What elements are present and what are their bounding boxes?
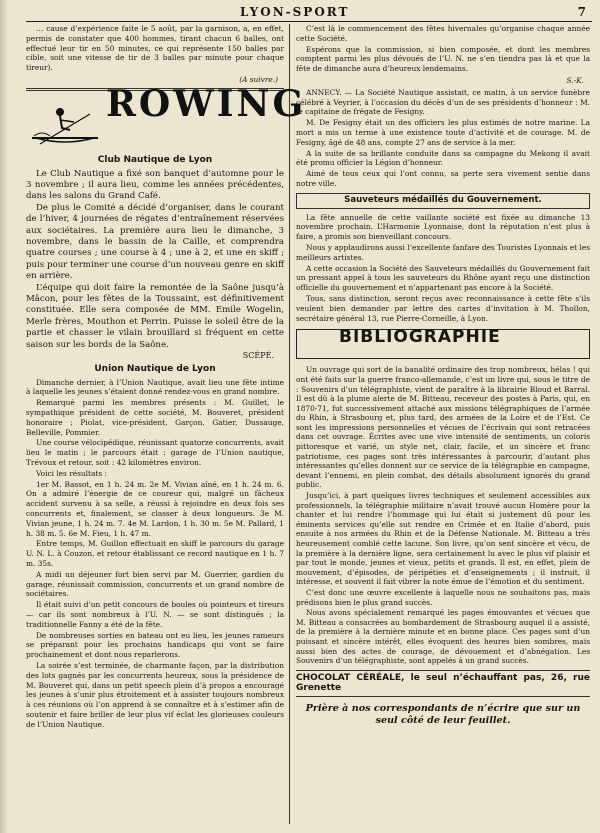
newspaper-title: LYON-SPORT xyxy=(240,5,350,19)
annecy-intro-2: Espérons que la commission, si bien composée, et dont les membres comptent parmi les plus dévoués de l’U. N. ne s’en tiendra pas là et que la fête de dimanche aura d’heureux lendemains. xyxy=(296,44,590,74)
biblio-paragraph: C’est donc une œuvre excellente à laquelle nous ne souhaitons pas, mais prédisons bien le plus grand succès. xyxy=(296,587,590,607)
rowing-banner xyxy=(26,82,307,152)
bibliographie-banner xyxy=(296,329,590,359)
rower-illustration xyxy=(30,100,100,146)
chocolat-advertisement: CHOCOLAT CÉRÉALE, le seul n’échauffant pas, 26, rue Grenette xyxy=(296,670,590,694)
union-nautique-heading: Union Nautique de Lyon xyxy=(94,363,216,374)
union-paragraph: De nombreuses sorties en bateau ont eu lieu, les jeunes rameurs se préparant pour les prochains handicaps qui vont se faire prochainement et dont nous reparlerons. xyxy=(26,630,284,660)
club-paragraph: L’équipe qui doit faire la remontée de la Saône jusqu’à Mâcon, pour les fêtes de la Toussaint, est définitivement constituée. Elle sera composée de MM. Emile Wogelin, Merle frères, Mouthon et Perrin. Puisse le soleil être de la partie et chasser le vilain brouillard si fréquent en cette saison sur les bords de la Saône. xyxy=(26,282,284,350)
union-paragraph: 1er M. Bassot, en 1 h. 24 m. 2e M. Vivian aîné, en 1 h. 24 m. 6. On a admiré l’énergie de ce coureur qui, malgré un fâcheux accident survenu à sa selle, a réussi à rejoindre en deux fois ses concurrents et, finalement, se classer à deux longueurs. 3e M. Vivian jeune, 1 h. 24 m. 7. 4e M. Lardon, 1 h. 30 m. 5e M. Pallard, 1 h. 38 m. 5. 6e M. Fieu, 1 h. 47 m. xyxy=(26,479,284,538)
header-rule xyxy=(26,21,592,22)
sauveteurs-paragraph: Tous, sans distinction, seront reçus avec reconnaissance à cette fête s’ils veulent bien demander par lettre des cartes d’invitation à M. Thollon, secrétaire général 13, rue Pierre-Corneille, à Lyon. xyxy=(296,293,590,323)
union-paragraph: Entre temps, M. Guillon effectuait en skiff le parcours du garage U. N. L. à Couzon, et retour établissant ce record nautique en 1 h. 7 m. 35s. xyxy=(26,539,284,569)
biblio-paragraph: Nous avons spécialement remarqué les pages émouvantes et vécues que M. Bitteau a consacrées au bombardement de Strasbourg auquel il a assisté, de la première à la dernière minute et en bonne place. Ces pages sont d’un puissant et sincère intérêt, elles évoquent des heures bien sombres, mais aussi bien des actes de courage, de dévouement et d’abnégation. Les Souvenirs d’un télégraphiste, sont appelés à un grand succès. xyxy=(296,608,590,666)
page-number: 7 xyxy=(577,5,586,19)
union-paragraph: Dimanche dernier, à l’Union Nautique, avait lieu une fête intime à laquelle les jeunes s’étaient donné rendez-vous en grand nombre. xyxy=(26,377,284,397)
sauveteurs-paragraph: La fête annuelle de cette vaillante société est fixée au dimanche 13 novembre prochain. L’Harmonie Lyonnaise, dont la réputation n’est plus à faire, a promis son bienveillant concours. xyxy=(296,212,590,242)
sauveteurs-paragraph: A cette occasion la Société des Sauveteurs médaillés du Gouvernement fait un pressant appel à tous les sauveteurs du Rhône ayant reçu une distinction officielle du gouvernement et n’appartenant pas encore à la Société. xyxy=(296,263,590,293)
intro-signature: (A suivre.) xyxy=(239,74,278,84)
club-nautique-body xyxy=(26,169,284,352)
ad-rule xyxy=(296,696,590,697)
biblio-paragraph: Jusqu’ici, à part quelques livres techniques et seulement accessibles aux professionnels, la télégraphie militaire n’avait trouvé aucun Homère pour la chanter et lui rendre l’hommage qui lui était si justement dû pour les éminents services qu’elle sut rendre en Crimée et en Italie d’abord, puis ensuite à nos armées du Rhin et de la Défense Nationale. M. Bitteau a très heureusement comblé cette lacune. Son livre, qu’on sent sincère et vécu, de la première à la dernière ligne, sera certainement lu avec le plus vif plaisir et par tout le monde, jeunes et vieux, petits et grands. Il est, en effet, plein de mouvement, d’épisodes, de péripéties et d’enseignements ; il instruit, il intéresse, et souvent il fait vibrer la note émue de l’émotion et du sentiment. xyxy=(296,491,590,587)
running-head xyxy=(0,5,600,21)
bibliographie-body xyxy=(296,365,590,665)
page-edge-shadow xyxy=(0,0,8,833)
column-divider xyxy=(289,24,290,824)
biblio-paragraph: Un ouvrage qui sort de la banalité ordinaire des trop nombreux, hélas ! qui ont été faits sur la guerre franco-allemande, c’est un livre qui, sous le titre de : Souvenirs d’un télégraphiste, vient de paraître à la librairie Bloud et Barral. Il est dû à la plume alerte de M. Bitteau, receveur des postes à Paris, qui, en 1870-71, fut successivement attaché aux missions télégraphiques de l’armée du Rhin, à Strasbourg et, plus tard, des armées de la Loire et de l’Est. Ce sont les impressions personnelles et vécues de l’écrivain qui sont retracées dans cet ouvrage. Écrites avec une vive intensité de sentiments, un coloris pittoresque et varié, un style net, clair, facile, et un sincère et franc patriotisme, ces pages sont très intéressantes à parcourir, d’autant plus intéressantes qu’elles donnent sur ce service de la télégraphie en campagne, devant l’ennemi, en plein combat, des détails absolument ignorés du grand public. xyxy=(296,365,590,490)
club-signature: SCÉPÉ. xyxy=(242,351,274,361)
annecy-paragraph: M. De Fesigny était un des officiers les plus estimés de notre marine. La mort a mis un terme à une existence toute d’activité et de courage. M. de Fesigny, âgé de 48 ans, compte 27 ans de service à la mer. xyxy=(296,118,590,147)
annecy-paragraph: Aimé de tous ceux qui l’ont connu, sa perte sera vivement sentie dans notre ville. xyxy=(296,169,590,188)
club-nautique-heading: Club Nautique de Lyon xyxy=(97,154,213,165)
right-column xyxy=(296,24,590,727)
intro-paragraph: … cause d’expérience faite le 5 août, par la garnison, a, en effet, permis de constater que 400 hommes, tirant chacun 6 balles, ont effectué leur tir en 50 minutes, ce qui représente 150 balles par cible, soit une vitesse de tir de 3 balles par minute pour chaque tireur). xyxy=(26,24,284,73)
club-paragraph: De plus le Comité a décidé d’organiser, dans le courant de l’hiver, 4 journées de régates d’entraînement réservées aux sociétaires. La première aura lieu le dimanche, 3 novembre, dans le bassin de la Caille, et comprendra quatre courses ; une course à 4 ; une à 2, et une en skiff ; puis pour terminer une course d’un nouveau genre en skiff en arrière. xyxy=(26,202,284,282)
union-paragraph: A midi un déjeuner fort bien servi par M. Guerrier, gardien du garage, réunissait commission, concurrents et un grand nombre de sociétaires. xyxy=(26,569,284,599)
annecy-paragraph: A la suite de sa brillante conduite dans sa campagne du Mekong il avait été promu officier la Légion d’honneur. xyxy=(296,148,590,168)
bibliographie-title: BIBLIOGRAPHIE xyxy=(339,327,501,348)
rowing-title: ROWING xyxy=(106,82,307,125)
union-paragraph: Il était suivi d’un petit concours de boules où pointeurs et tireurs — car ils sont nombreux à l’U. N. — se sont distingués ; la traditionnelle Fanny a été de la fête. xyxy=(26,600,284,629)
left-column xyxy=(26,24,307,731)
union-paragraph: Une course vélocipédique, réunissant quatorze concurrents, avait lieu le matin ; le parcours était : garage de l’Union nautique, Trévoux et retour, soit : 42 kilomètres environ. xyxy=(26,438,284,468)
union-paragraph: Remarqué parmi les membres présents : M. Guillet, le sympathique président de cette société, M. Bouveret, président honoraire ; Piolat, vice-président, Garçon, Gatier, Dussauge, Belleville, Pommier. xyxy=(26,398,284,437)
sauveteurs-paragraph: Nous y applaudirons aussi l’excellente fanfare des Touristes Lyonnais et les meilleurs artistes. xyxy=(296,242,590,262)
union-paragraph: Voici les résultats : xyxy=(36,468,108,478)
correspondents-notice: Prière à nos correspondants de n’écrire que sur un seul côté de leur feuillet. xyxy=(305,703,581,727)
sauveteurs-heading: Sauveteurs médaillés du Gouvernement. xyxy=(296,193,590,209)
union-paragraph: La soirée s’est terminée, de charmante façon, par la distribution des lots gagnés par les concurrents heureux, sous la présidence de M. Bouveret qui, dans un petit speech plein d’à propos a encouragé les jeunes à s’unir plus étroitement et à assister toujours nombreux à ces réunions où l’on apprend à se connaître et à s’estimer afin de soutenir et faire briller de leur plus vif éclat les glorieuses couleurs de l’Union Nautique. xyxy=(26,660,284,729)
annecy-paragraph: ANNECY. — La Société Nautique assistait, ce matin, à un service funèbre célébré à Veyrier, à l’occasion du décès d’un de ses présidents d’honneur : M. le capitaine de frégate de Fesigny. xyxy=(296,87,590,117)
club-paragraph: Le Club Nautique a fixé son banquet d’automne pour le 3 novembre ; il aura lieu, comme les années précédentes, dans les salons du Grand Café. xyxy=(26,168,284,202)
annecy-intro-signature: S.-K. xyxy=(566,75,584,85)
annecy-intro: C’est là le commencement des fêtes hivernales qu’organise chaque année cette Société. xyxy=(296,24,590,43)
